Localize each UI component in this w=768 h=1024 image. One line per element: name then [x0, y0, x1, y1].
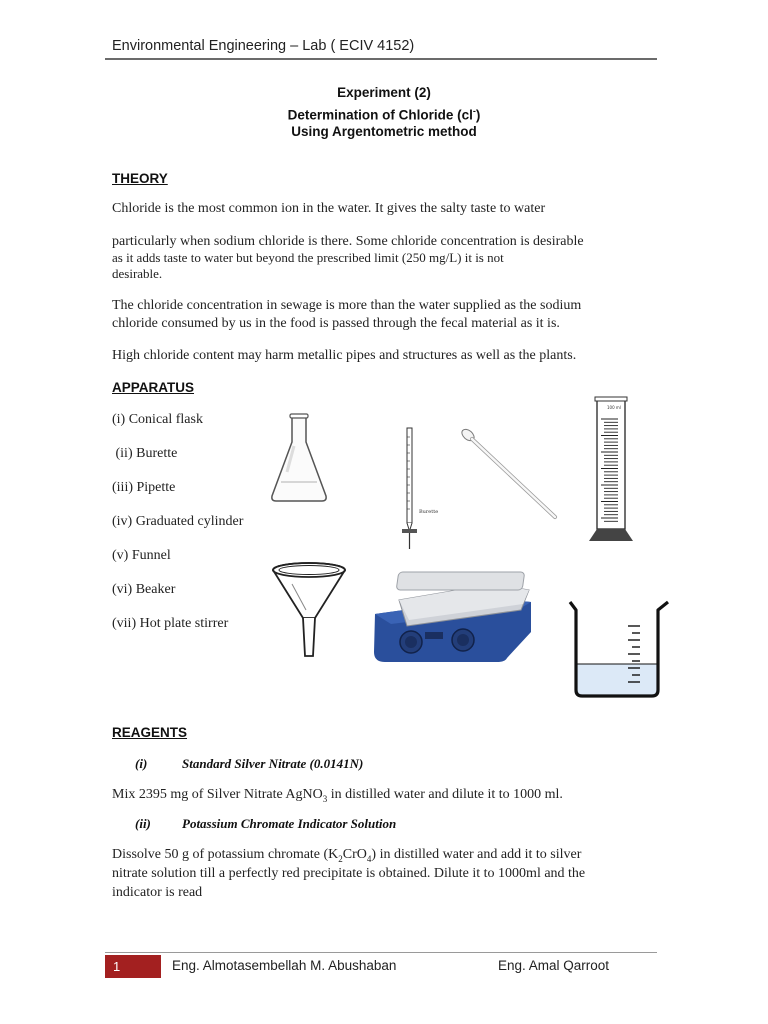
experiment-number: Experiment (2)	[337, 85, 431, 100]
experiment-title: Determination of Chloride (cl-)	[287, 106, 481, 123]
reagent-1-number: (i)	[135, 756, 148, 771]
reagent-1-text: Mix 2395 mg of Silver Nitrate AgNO$_3$ in distilled water and dilute it to 1000 ml.	[112, 787, 563, 804]
course-header: Environmental Engineering – Lab ( ECIV 4152)	[112, 38, 415, 54]
experiment-method: Using Argentometric method	[291, 124, 477, 139]
reagents-heading: REAGENTS	[112, 725, 188, 740]
reagent-2-name: Potassium Chromate Indicator Solution	[182, 816, 397, 831]
theory-paragraph-2-line-1: particularly when sodium chloride is there. Some chloride concentration is desirable	[112, 234, 584, 249]
funnel-image	[270, 560, 348, 660]
apparatus-item: (ii) Burette	[112, 446, 178, 461]
apparatus-item: (v) Funnel	[112, 548, 171, 563]
footer-divider	[105, 952, 657, 953]
theory-paragraph-1: Chloride is the most common ion in the water. It gives the salty taste to water	[112, 201, 546, 216]
apparatus-item: (iii) Pipette	[112, 480, 176, 495]
header-divider	[105, 58, 657, 60]
burette-image	[392, 425, 442, 553]
apparatus-item: (vii) Hot plate stirrer	[112, 616, 229, 631]
apparatus-item: (vi) Beaker	[112, 582, 176, 597]
theory-paragraph-2-line-2: as it adds taste to water but beyond the prescribed limit (250 mg/L) it is not	[112, 250, 504, 265]
theory-heading: THEORY	[112, 171, 168, 186]
theory-paragraph-2-line-3: desirable.	[112, 266, 163, 281]
footer-author-2: Eng. Amal Qarroot	[498, 958, 610, 973]
apparatus-item: (i) Conical flask	[112, 412, 203, 427]
footer-author-1: Eng. Almotasembellah M. Abushaban	[172, 958, 397, 973]
pipette-image	[459, 427, 561, 522]
reagent-2-text-line-3: indicator is read	[112, 885, 203, 900]
reagent-2-text-line-1: Dissolve 50 g of potassium chromate $(K_2CrO_4)$ in distilled water and add it to silver	[112, 847, 582, 864]
beaker-image	[566, 598, 672, 702]
page-number: 1	[105, 955, 161, 978]
theory-paragraph-3-line-2: chloride consumed by us in the food is passed through the fecal material as it is.	[112, 316, 560, 331]
conical-flask-image	[268, 412, 330, 504]
graduated-cylinder-image	[587, 395, 637, 545]
burette-label: Burette	[419, 509, 439, 515]
apparatus-item: (iv) Graduated cylinder	[112, 514, 244, 529]
theory-paragraph-4: High chloride content may harm metallic pipes and structures as well as the plants.	[112, 348, 577, 363]
cylinder-label: 100 ml	[607, 405, 621, 410]
reagent-1-name: Standard Silver Nitrate (0.0141N)	[182, 756, 364, 771]
reagent-2-text-line-2: nitrate solution till a perfectly red precipitate is obtained. Dilute it to 1000ml and the	[112, 866, 586, 881]
hot-plate-stirrer-image	[371, 570, 535, 664]
theory-paragraph-3-line-1: The chloride concentration in sewage is more than the water supplied as the sodium	[112, 298, 582, 313]
reagent-2-number: (ii)	[135, 816, 151, 831]
apparatus-heading: APPARATUS	[112, 380, 195, 395]
